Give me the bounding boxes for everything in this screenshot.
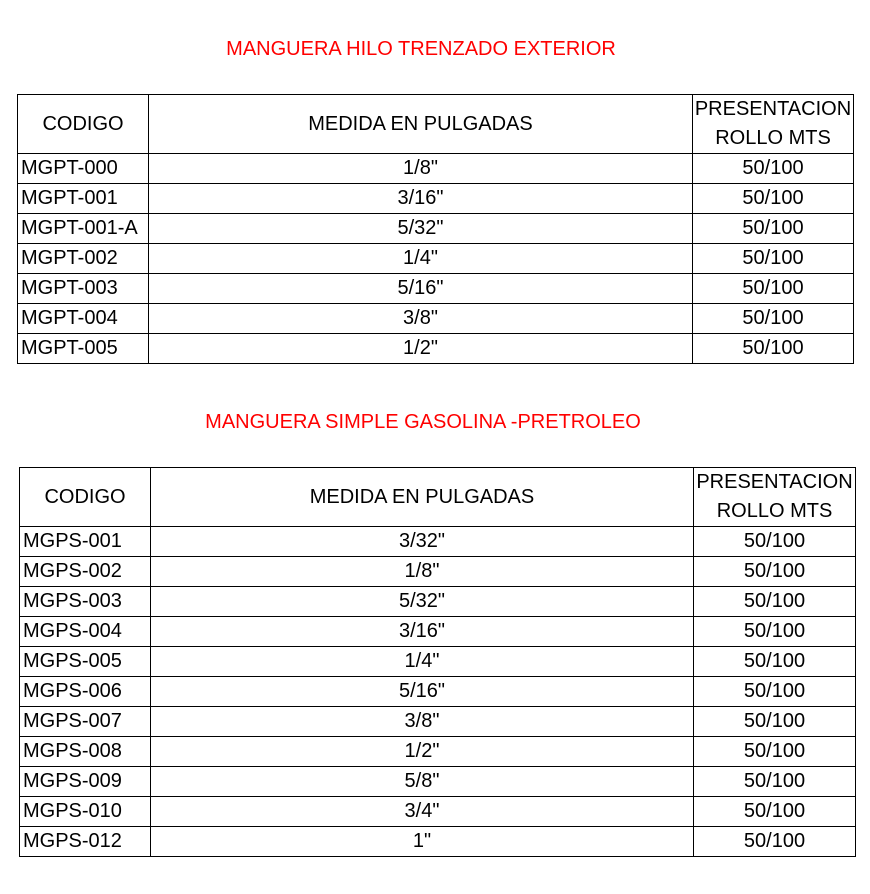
header-presentacion bbox=[693, 95, 854, 154]
cell-codigo: MGPS-012 bbox=[20, 827, 151, 857]
table-header-row bbox=[20, 468, 856, 527]
cell-codigo: MGPS-001 bbox=[20, 527, 151, 557]
cell-presentacion: 50/100 bbox=[694, 647, 856, 677]
cell-medida: 3/16" bbox=[149, 184, 693, 214]
cell-codigo: MGPS-004 bbox=[20, 617, 151, 647]
cell-medida: 3/8" bbox=[151, 707, 694, 737]
cell-codigo: MGPT-001-A bbox=[18, 214, 149, 244]
table-row bbox=[18, 304, 854, 334]
table-row bbox=[20, 707, 856, 737]
cell-presentacion: 50/100 bbox=[694, 587, 856, 617]
cell-medida: 5/16" bbox=[149, 274, 693, 304]
cell-presentacion: 50/100 bbox=[694, 677, 856, 707]
cell-medida: 1" bbox=[151, 827, 694, 857]
table-row bbox=[18, 274, 854, 304]
table-body-hilo-trenzado bbox=[18, 95, 854, 364]
cell-medida: 1/8" bbox=[151, 557, 694, 587]
header-presentacion-line2: ROLLO MTS bbox=[715, 127, 831, 149]
table-row bbox=[20, 587, 856, 617]
cell-medida: 5/16" bbox=[151, 677, 694, 707]
table-row bbox=[20, 797, 856, 827]
table-row bbox=[18, 184, 854, 214]
cell-codigo: MGPT-000 bbox=[18, 154, 149, 184]
cell-codigo: MGPT-004 bbox=[18, 304, 149, 334]
cell-codigo: MGPT-003 bbox=[18, 274, 149, 304]
cell-presentacion: 50/100 bbox=[694, 557, 856, 587]
header-presentacion-line2: ROLLO MTS bbox=[716, 500, 833, 522]
cell-medida: 1/8" bbox=[149, 154, 693, 184]
cell-codigo: MGPT-005 bbox=[18, 334, 149, 364]
cell-codigo: MGPS-010 bbox=[20, 797, 151, 827]
cell-presentacion: 50/100 bbox=[693, 274, 854, 304]
section-title-simple-gasolina: MANGUERA SIMPLE GASOLINA -PRETROLEO bbox=[205, 411, 641, 433]
table-row bbox=[18, 154, 854, 184]
header-medida: MEDIDA EN PULGADAS bbox=[151, 468, 694, 527]
table-row bbox=[20, 527, 856, 557]
cell-medida: 5/32" bbox=[149, 214, 693, 244]
table-row bbox=[20, 677, 856, 707]
header-codigo: CODIGO bbox=[20, 468, 151, 527]
cell-codigo: MGPS-006 bbox=[20, 677, 151, 707]
cell-presentacion: 50/100 bbox=[693, 304, 854, 334]
cell-presentacion: 50/100 bbox=[694, 827, 856, 857]
cell-medida: 5/8" bbox=[151, 767, 694, 797]
cell-presentacion: 50/100 bbox=[694, 617, 856, 647]
header-presentacion bbox=[694, 468, 856, 527]
cell-presentacion: 50/100 bbox=[693, 214, 854, 244]
cell-medida: 3/4" bbox=[151, 797, 694, 827]
table-row bbox=[18, 334, 854, 364]
table-row bbox=[20, 647, 856, 677]
cell-medida: 3/32" bbox=[151, 527, 694, 557]
cell-presentacion: 50/100 bbox=[693, 334, 854, 364]
cell-presentacion: 50/100 bbox=[694, 767, 856, 797]
header-presentacion-line1: PRESENTACION bbox=[696, 471, 853, 493]
cell-presentacion: 50/100 bbox=[693, 244, 854, 274]
cell-codigo: MGPS-007 bbox=[20, 707, 151, 737]
cell-presentacion: 50/100 bbox=[694, 707, 856, 737]
header-medida: MEDIDA EN PULGADAS bbox=[149, 95, 693, 154]
cell-codigo: MGPS-009 bbox=[20, 767, 151, 797]
cell-codigo: MGPS-005 bbox=[20, 647, 151, 677]
table-row bbox=[20, 617, 856, 647]
cell-presentacion: 50/100 bbox=[693, 184, 854, 214]
cell-medida: 3/8" bbox=[149, 304, 693, 334]
cell-presentacion: 50/100 bbox=[694, 797, 856, 827]
cell-presentacion: 50/100 bbox=[693, 154, 854, 184]
table-row bbox=[20, 737, 856, 767]
table-body-simple-gasolina bbox=[20, 468, 856, 857]
table-simple-gasolina bbox=[19, 467, 856, 857]
table-row bbox=[20, 557, 856, 587]
header-codigo: CODIGO bbox=[18, 95, 149, 154]
cell-codigo: MGPT-001 bbox=[18, 184, 149, 214]
header-presentacion-line1: PRESENTACION bbox=[694, 98, 852, 120]
cell-medida: 1/2" bbox=[149, 334, 693, 364]
cell-medida: 1/2" bbox=[151, 737, 694, 767]
cell-presentacion: 50/100 bbox=[694, 527, 856, 557]
table-row bbox=[20, 827, 856, 857]
cell-medida: 1/4" bbox=[149, 244, 693, 274]
table-row bbox=[18, 244, 854, 274]
cell-codigo: MGPT-002 bbox=[18, 244, 149, 274]
cell-codigo: MGPS-002 bbox=[20, 557, 151, 587]
cell-medida: 3/16" bbox=[151, 617, 694, 647]
cell-codigo: MGPS-008 bbox=[20, 737, 151, 767]
cell-presentacion: 50/100 bbox=[694, 737, 856, 767]
section-title-hilo-trenzado: MANGUERA HILO TRENZADO EXTERIOR bbox=[226, 38, 616, 60]
table-header-row bbox=[18, 95, 854, 154]
table-row bbox=[18, 214, 854, 244]
table-row bbox=[20, 767, 856, 797]
cell-medida: 1/4" bbox=[151, 647, 694, 677]
cell-medida: 5/32" bbox=[151, 587, 694, 617]
cell-codigo: MGPS-003 bbox=[20, 587, 151, 617]
table-hilo-trenzado bbox=[17, 94, 854, 364]
